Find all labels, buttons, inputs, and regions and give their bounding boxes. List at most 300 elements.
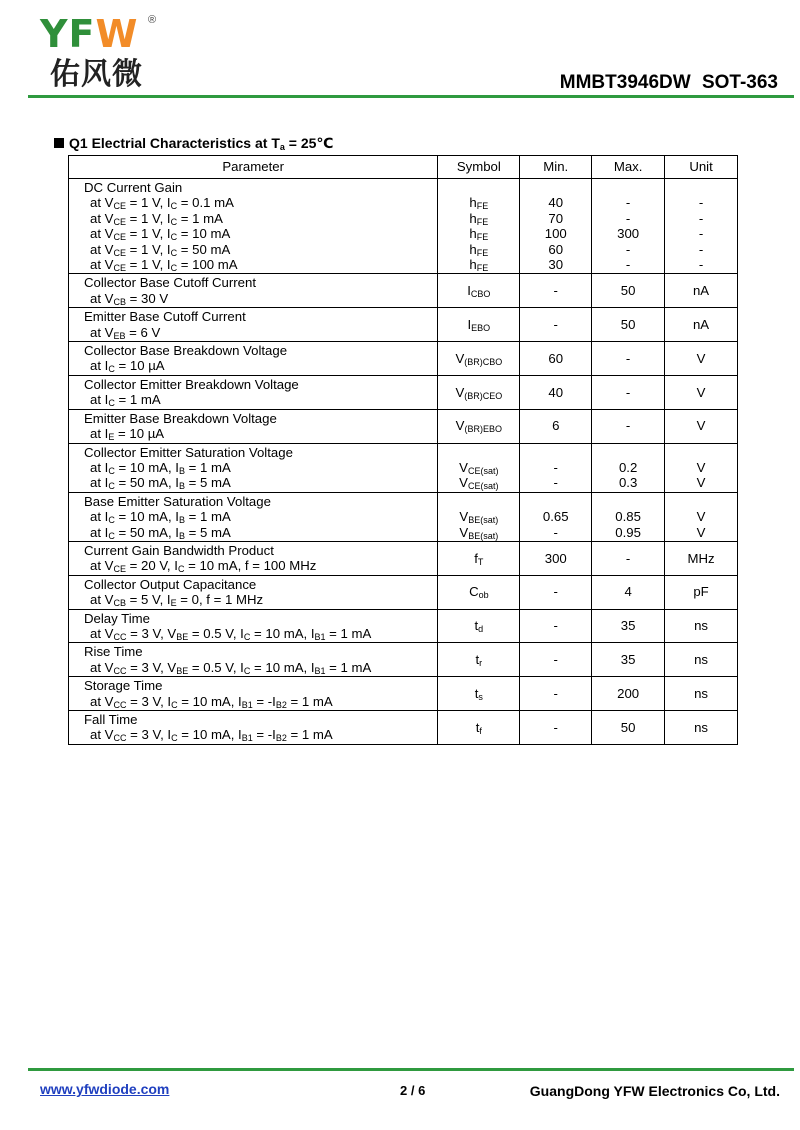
test-condition bbox=[84, 460, 431, 475]
text-run: = 3 V, V bbox=[126, 625, 177, 641]
test-condition bbox=[84, 558, 431, 573]
parameter-title: Base Emitter Saturation Voltage bbox=[84, 493, 271, 509]
min-cell bbox=[520, 409, 592, 443]
subscript: T bbox=[477, 556, 484, 567]
subscript: FE bbox=[476, 201, 489, 212]
unit-value: V bbox=[696, 459, 706, 475]
unit-cell bbox=[665, 677, 738, 711]
test-condition bbox=[84, 475, 431, 490]
test-condition bbox=[84, 727, 431, 742]
text-run: = -I bbox=[252, 693, 276, 709]
max-cell bbox=[592, 443, 665, 492]
spacer bbox=[665, 494, 737, 509]
text-run: = 10 µA bbox=[114, 426, 165, 442]
subscript: r bbox=[479, 658, 483, 669]
symbol-cell bbox=[438, 677, 520, 711]
text-run: at V bbox=[90, 257, 114, 273]
min-cell bbox=[520, 274, 592, 308]
subscript: C bbox=[171, 733, 178, 744]
table-row bbox=[69, 643, 738, 677]
subscript: B2 bbox=[275, 733, 287, 744]
subscript: CE bbox=[113, 201, 126, 212]
text-run: = 100 mA bbox=[177, 257, 238, 273]
subscript: B1 bbox=[314, 631, 326, 642]
text-run: = 1 mA bbox=[286, 693, 333, 709]
spacer bbox=[520, 494, 591, 509]
text-run: = 1 V, I bbox=[125, 241, 171, 257]
parameter-cell bbox=[69, 609, 438, 643]
text-run: V bbox=[455, 350, 465, 366]
max-cell bbox=[592, 179, 665, 274]
subscript: CE bbox=[113, 247, 126, 258]
min-value: - bbox=[553, 685, 558, 701]
parameter-title: Collector Base Breakdown Voltage bbox=[84, 343, 288, 359]
text-run: = 6 V bbox=[125, 324, 161, 340]
min-value: 0.65 bbox=[542, 509, 569, 525]
test-condition bbox=[84, 291, 431, 306]
min-value: 300 bbox=[544, 550, 567, 566]
subscript: C bbox=[170, 216, 178, 227]
parameter-title: Collector Base Cutoff Current bbox=[84, 275, 257, 291]
text-run: h bbox=[469, 195, 477, 211]
unit-value: pF bbox=[693, 584, 709, 600]
text-run: I bbox=[467, 316, 472, 332]
subscript: C bbox=[177, 564, 185, 575]
max-cell bbox=[592, 541, 665, 575]
text-run: at V bbox=[90, 210, 114, 226]
subscript: ob bbox=[478, 590, 489, 601]
max-cell bbox=[592, 409, 665, 443]
text-run: = 5 mA bbox=[184, 524, 231, 540]
registered-mark: ® bbox=[148, 14, 157, 26]
min-cell bbox=[520, 443, 592, 492]
text-run: = 50 mA, I bbox=[114, 475, 179, 491]
subscript: d bbox=[478, 624, 484, 635]
parameter-title: Rise Time bbox=[84, 644, 143, 660]
subscript: CC bbox=[113, 631, 127, 642]
parameter-title: Collector Output Capacitance bbox=[84, 576, 257, 592]
text-run: = 1 V, I bbox=[125, 226, 171, 242]
symbol bbox=[438, 584, 519, 599]
table-row bbox=[69, 575, 738, 609]
subscript: EBO bbox=[471, 322, 491, 333]
text-run: t bbox=[474, 618, 479, 634]
table-row bbox=[69, 677, 738, 711]
parameter-cell bbox=[69, 643, 438, 677]
unit-cell bbox=[665, 575, 738, 609]
unit-cell bbox=[665, 541, 738, 575]
min-value: - bbox=[553, 618, 558, 634]
text-run: t bbox=[474, 685, 479, 701]
text-run: at V bbox=[90, 195, 114, 211]
spacer bbox=[438, 180, 519, 195]
subscript: C bbox=[243, 631, 251, 642]
text-run: = 0.1 mA bbox=[177, 195, 234, 211]
symbol bbox=[438, 226, 519, 241]
parameter-title: Fall Time bbox=[84, 712, 138, 727]
table-row bbox=[69, 711, 738, 745]
section-title-suffix: = 25℃ bbox=[284, 135, 334, 151]
text-run: = 1 mA bbox=[286, 727, 333, 743]
subscript: CB bbox=[113, 598, 126, 609]
company-logo bbox=[40, 14, 170, 94]
header-parameter: Parameter bbox=[69, 156, 438, 179]
subscript: BE(sat) bbox=[468, 515, 499, 526]
test-condition bbox=[84, 392, 431, 407]
symbol-cell bbox=[438, 308, 520, 342]
test-condition bbox=[84, 226, 431, 241]
max-cell bbox=[592, 342, 665, 376]
text-run: = 0.5 V, I bbox=[188, 625, 244, 641]
company-name: GuangDong YFW Electronics Co, Ltd. bbox=[529, 1083, 780, 1099]
min-value: - bbox=[553, 316, 558, 332]
max-value: - bbox=[625, 241, 631, 257]
text-run: = 30 V bbox=[125, 290, 169, 306]
symbol bbox=[438, 385, 519, 400]
unit-value: - bbox=[698, 241, 704, 257]
header-unit: Unit bbox=[665, 156, 738, 179]
document-title: MMBT3946DW SOT-363 bbox=[559, 72, 778, 93]
parameter-cell bbox=[69, 409, 438, 443]
max-value: - bbox=[625, 384, 631, 400]
parameter-cell bbox=[69, 711, 438, 745]
text-run: = 0, f = 1 MHz bbox=[176, 592, 264, 608]
text-run: = 0.5 V, I bbox=[188, 659, 244, 675]
table-row bbox=[69, 308, 738, 342]
logo-wordmark bbox=[40, 14, 138, 54]
table-row bbox=[69, 609, 738, 643]
parameter-cell bbox=[69, 342, 438, 376]
symbol-cell bbox=[438, 443, 520, 492]
header-divider bbox=[28, 95, 794, 98]
test-condition bbox=[84, 195, 431, 210]
subscript: CE bbox=[113, 216, 126, 227]
table-row bbox=[69, 492, 738, 541]
max-cell bbox=[592, 643, 665, 677]
min-value: - bbox=[553, 459, 558, 475]
unit-value: - bbox=[698, 210, 704, 226]
unit-cell bbox=[665, 274, 738, 308]
page-number: 2 / 6 bbox=[400, 1083, 426, 1098]
text-run: = 1 V, I bbox=[125, 257, 171, 273]
text-run: = 1 V, I bbox=[125, 195, 171, 211]
table-row bbox=[69, 443, 738, 492]
unit-cell bbox=[665, 711, 738, 745]
max-value: - bbox=[625, 257, 631, 273]
table-body bbox=[69, 179, 738, 745]
unit-cell bbox=[665, 342, 738, 376]
text-run: f bbox=[474, 550, 478, 566]
min-value: - bbox=[553, 719, 558, 735]
parameter-cell bbox=[69, 308, 438, 342]
min-cell bbox=[520, 375, 592, 409]
subscript: E bbox=[108, 432, 115, 443]
unit-value: V bbox=[696, 350, 706, 366]
text-run: h bbox=[469, 226, 477, 242]
symbol-cell bbox=[438, 643, 520, 677]
max-value: 4 bbox=[624, 584, 632, 600]
subscript: CC bbox=[113, 733, 127, 744]
symbol bbox=[438, 195, 519, 210]
max-cell bbox=[592, 375, 665, 409]
website-link[interactable]: www.yfwdiode.com bbox=[40, 1081, 170, 1097]
text-run: = 5 mA bbox=[184, 475, 231, 491]
symbol bbox=[438, 460, 519, 475]
max-value: - bbox=[625, 210, 631, 226]
max-value: 0.95 bbox=[615, 524, 641, 540]
parameter-title: Delay Time bbox=[84, 610, 150, 626]
max-cell bbox=[592, 677, 665, 711]
text-run: = 10 mA, I bbox=[177, 727, 242, 743]
text-run: = 50 mA, I bbox=[114, 524, 179, 540]
subscript: B1 bbox=[241, 733, 253, 744]
min-cell bbox=[520, 541, 592, 575]
text-run: = 10 µA bbox=[114, 358, 165, 374]
section-title bbox=[54, 135, 333, 152]
text-run: t bbox=[475, 719, 480, 735]
text-run: = 20 V, I bbox=[125, 558, 178, 574]
subscript: (BR)CEO bbox=[464, 390, 503, 401]
test-condition bbox=[84, 257, 431, 272]
max-value: - bbox=[625, 195, 631, 211]
subscript: C bbox=[170, 247, 178, 258]
min-value: 6 bbox=[552, 418, 560, 434]
spacer bbox=[438, 494, 519, 509]
text-run: = -I bbox=[252, 727, 276, 743]
max-value: 0.2 bbox=[618, 459, 638, 475]
text-run: = 10 mA, I bbox=[250, 659, 315, 675]
parameter-title: DC Current Gain bbox=[84, 180, 183, 195]
symbol bbox=[438, 242, 519, 257]
text-run: = 10 mA, I bbox=[114, 509, 179, 525]
subscript: B1 bbox=[314, 665, 326, 676]
footer-divider bbox=[28, 1068, 794, 1071]
subscript: CE bbox=[113, 564, 126, 575]
unit-cell bbox=[665, 308, 738, 342]
subscript: CE bbox=[113, 232, 126, 243]
subscript: CB bbox=[113, 296, 126, 307]
text-run: at V bbox=[90, 592, 114, 608]
min-value: 100 bbox=[544, 226, 567, 242]
text-run: = 1 mA bbox=[184, 459, 231, 475]
parameter-cell bbox=[69, 541, 438, 575]
symbol bbox=[438, 211, 519, 226]
subscript: B bbox=[178, 530, 185, 541]
test-condition bbox=[84, 242, 431, 257]
parameter-cell bbox=[69, 492, 438, 541]
text-run: V bbox=[459, 509, 469, 525]
subscript: CBO bbox=[470, 289, 491, 300]
text-run: = 1 mA bbox=[114, 392, 161, 408]
text-run: = 10 mA, I bbox=[177, 693, 242, 709]
min-value: 40 bbox=[548, 195, 564, 211]
subscript: B bbox=[178, 515, 185, 526]
min-cell bbox=[520, 643, 592, 677]
unit-cell bbox=[665, 409, 738, 443]
unit-value: ns bbox=[694, 618, 708, 634]
max-cell bbox=[592, 609, 665, 643]
min-cell bbox=[520, 179, 592, 274]
subscript: CE bbox=[113, 263, 126, 274]
test-condition bbox=[84, 660, 431, 675]
text-run: V bbox=[459, 475, 468, 491]
text-run: = 3 V, V bbox=[126, 659, 177, 675]
parameter-cell bbox=[69, 375, 438, 409]
subscript: CC bbox=[113, 665, 127, 676]
text-run: V bbox=[459, 524, 469, 540]
max-cell bbox=[592, 492, 665, 541]
unit-value: - bbox=[698, 257, 704, 273]
symbol bbox=[438, 551, 519, 566]
logo-letters-yf: YF bbox=[40, 12, 96, 56]
max-value: - bbox=[625, 550, 631, 566]
spacer bbox=[665, 445, 737, 460]
parameter-title: Emitter Base Cutoff Current bbox=[84, 309, 246, 325]
subscript: C bbox=[243, 665, 251, 676]
text-run: = 10 mA, f = 100 MHz bbox=[184, 558, 317, 574]
subscript: CE(sat) bbox=[467, 481, 499, 492]
max-value: 200 bbox=[617, 685, 640, 701]
text-run: h bbox=[469, 241, 477, 257]
max-cell bbox=[592, 274, 665, 308]
test-condition bbox=[84, 325, 431, 340]
text-run: V bbox=[455, 418, 465, 434]
subscript: EB bbox=[113, 330, 126, 341]
subscript: B bbox=[178, 481, 185, 492]
test-condition bbox=[84, 592, 431, 607]
text-run: at I bbox=[90, 475, 109, 491]
unit-value: ns bbox=[694, 719, 708, 735]
text-run: at I bbox=[90, 509, 109, 525]
unit-value: V bbox=[696, 475, 706, 491]
text-run: at I bbox=[90, 524, 109, 540]
text-run: = 3 V, I bbox=[126, 693, 172, 709]
spacer bbox=[520, 180, 591, 195]
parameter-title: Emitter Base Breakdown Voltage bbox=[84, 410, 277, 426]
bullet-square-icon bbox=[54, 138, 64, 148]
min-cell bbox=[520, 575, 592, 609]
symbol bbox=[438, 475, 519, 490]
unit-value: V bbox=[696, 524, 706, 540]
min-value: 30 bbox=[548, 257, 564, 273]
spacer bbox=[592, 445, 664, 460]
subscript: C bbox=[171, 699, 178, 710]
max-value: - bbox=[625, 350, 631, 366]
test-condition bbox=[84, 358, 431, 373]
header-symbol: Symbol bbox=[438, 156, 520, 179]
header-min: Min. bbox=[520, 156, 592, 179]
subscript: B1 bbox=[241, 699, 253, 710]
spacer bbox=[438, 445, 519, 460]
symbol-cell bbox=[438, 609, 520, 643]
max-value: 300 bbox=[617, 226, 640, 242]
text-run: h bbox=[469, 210, 477, 226]
text-run: = 10 mA, I bbox=[114, 459, 179, 475]
subscript: FE bbox=[476, 247, 489, 258]
text-run: = 1 mA bbox=[325, 659, 372, 675]
symbol bbox=[438, 283, 519, 298]
symbol-cell bbox=[438, 541, 520, 575]
text-run: I bbox=[467, 283, 471, 299]
subscript: C bbox=[170, 263, 178, 274]
subscript: BE(sat) bbox=[468, 530, 499, 541]
max-cell bbox=[592, 575, 665, 609]
text-run: = 50 mA bbox=[177, 241, 231, 257]
max-value: 35 bbox=[620, 618, 636, 634]
section-title-prefix: Q1 Electrial Characteristics at T bbox=[69, 135, 280, 151]
subscript: C bbox=[108, 364, 115, 375]
text-run: at I bbox=[90, 459, 109, 475]
unit-value: V bbox=[696, 418, 706, 434]
subscript: C bbox=[170, 232, 178, 243]
subscript: B bbox=[178, 465, 185, 476]
text-run: at V bbox=[90, 693, 114, 709]
subscript: C bbox=[108, 465, 115, 476]
text-run: at I bbox=[90, 426, 109, 442]
logo-letter-w: W bbox=[95, 12, 139, 56]
electrical-characteristics-table bbox=[68, 155, 738, 745]
spacer bbox=[520, 445, 591, 460]
min-value: 40 bbox=[548, 384, 564, 400]
text-run: at V bbox=[90, 324, 114, 340]
unit-value: - bbox=[698, 226, 704, 242]
subscript: C bbox=[108, 530, 115, 541]
symbol bbox=[438, 525, 519, 540]
symbol-cell bbox=[438, 409, 520, 443]
subscript: f bbox=[479, 725, 482, 736]
min-value: - bbox=[553, 475, 558, 491]
subscript: E bbox=[170, 598, 177, 609]
parameter-title: Collector Emitter Saturation Voltage bbox=[84, 444, 293, 460]
parameter-cell bbox=[69, 677, 438, 711]
text-run: at V bbox=[90, 659, 114, 675]
symbol-cell bbox=[438, 274, 520, 308]
text-run: at V bbox=[90, 625, 114, 641]
min-cell bbox=[520, 609, 592, 643]
unit-cell bbox=[665, 609, 738, 643]
parameter-title: Storage Time bbox=[84, 678, 163, 694]
spacer bbox=[592, 180, 664, 195]
unit-value: nA bbox=[692, 283, 710, 299]
symbol bbox=[438, 509, 519, 524]
text-run: = 1 mA bbox=[325, 625, 372, 641]
subscript: FE bbox=[476, 263, 489, 274]
section-title-subscript: a bbox=[279, 142, 285, 152]
min-cell bbox=[520, 342, 592, 376]
parameter-cell bbox=[69, 575, 438, 609]
subscript: C bbox=[108, 398, 115, 409]
min-cell bbox=[520, 677, 592, 711]
symbol bbox=[438, 686, 519, 701]
parameter-cell bbox=[69, 274, 438, 308]
test-condition bbox=[84, 426, 431, 441]
unit-cell bbox=[665, 443, 738, 492]
max-cell bbox=[592, 711, 665, 745]
symbol bbox=[438, 317, 519, 332]
spacer bbox=[665, 180, 737, 195]
max-value: 50 bbox=[620, 316, 636, 332]
symbol-cell bbox=[438, 711, 520, 745]
text-run: = 1 V, I bbox=[125, 210, 171, 226]
test-condition bbox=[84, 211, 431, 226]
text-run: = 10 mA bbox=[177, 226, 231, 242]
min-cell bbox=[520, 308, 592, 342]
subscript: C bbox=[108, 515, 115, 526]
subscript: C bbox=[170, 201, 178, 212]
symbol bbox=[438, 720, 519, 735]
max-value: - bbox=[625, 418, 631, 434]
symbol-cell bbox=[438, 179, 520, 274]
